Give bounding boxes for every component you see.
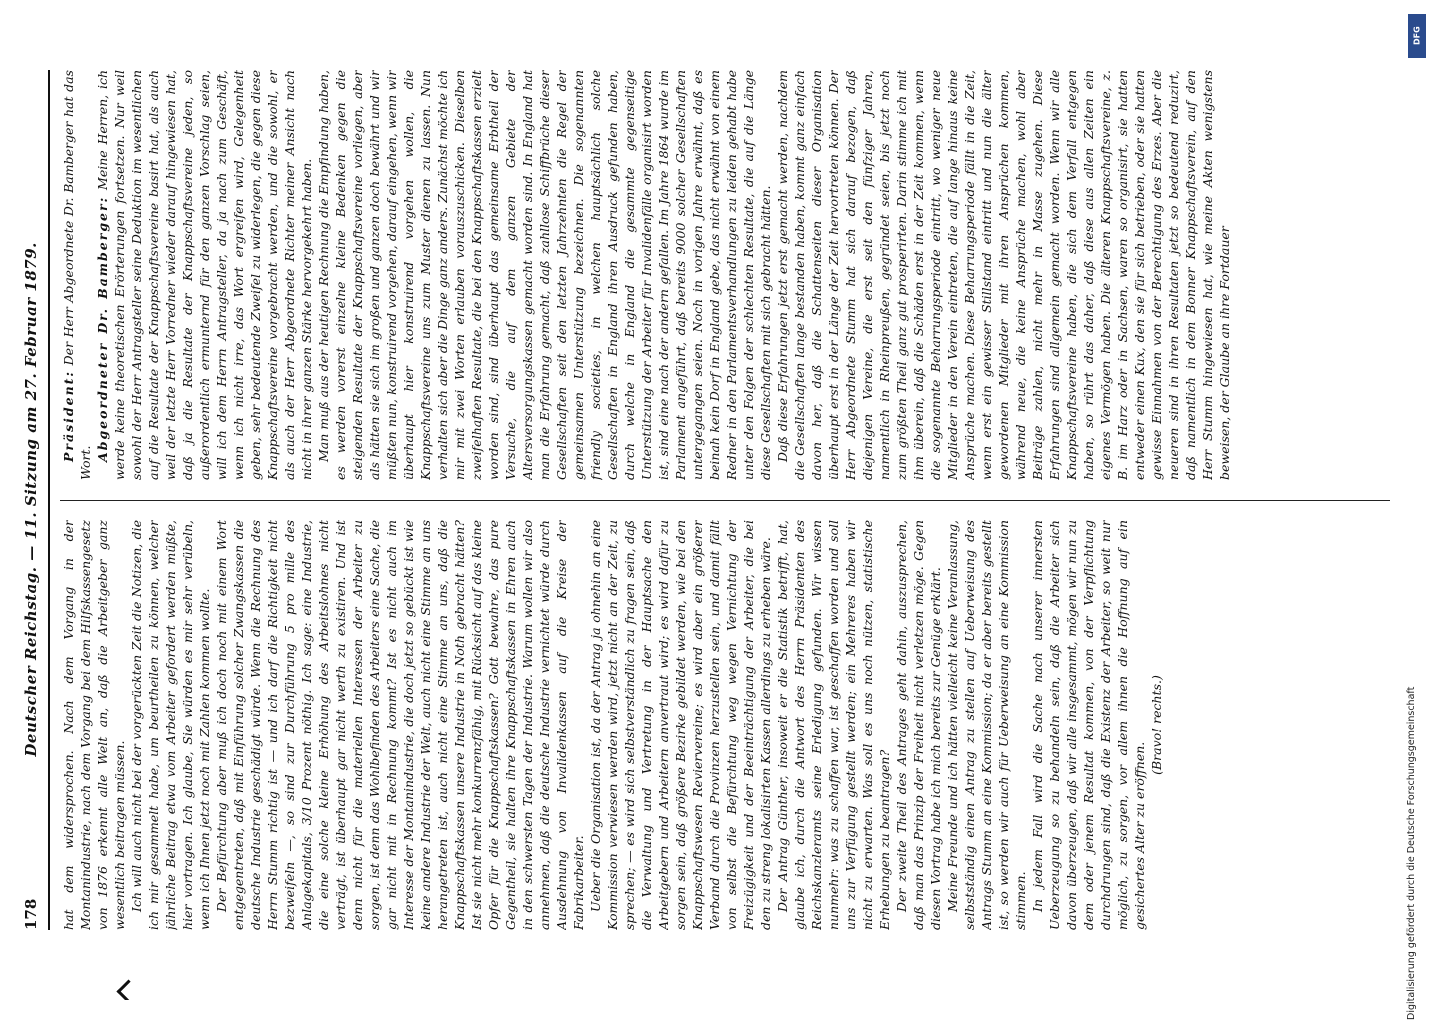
- speaker-label: Abgeordneter Dr. Bamberger:: [95, 195, 110, 462]
- left-paragraph: Der zweite Theil des Antrages geht dahin, auszusprechen, daß man das Prinzip der Freiheit nicht verletzen möge. Gegen diesen Vortrag habe ich mich bereits zur Genüge erklärt.: [894, 520, 943, 930]
- page-number: 178: [22, 898, 40, 930]
- president-text: Der Herr Abgeordnete Dr. Bamberger hat das Wort.: [61, 70, 93, 480]
- applause-note: (Bravo! rechts.): [1149, 675, 1164, 775]
- left-paragraph: Meine Freunde und ich hätten vielleicht keine Veranlassung, selbstständig einen Antrag zu stellen auf Ueberweisung des Antrags Stumm an eine Kommission; da er aber bereits gestellt ist, so werden wir auch für Ueberweisung an eine Kommission stimmen.: [945, 520, 1028, 930]
- president-label: Präsident:: [61, 369, 76, 462]
- left-paragraph: Ueber die Organisation ist, da der Antrag ja ohnehin an eine Kommission verwiesen werden wird, jetzt nicht an der Zeit, zu sprechen; — es wird sich selbstverständlich zu fragen sein, daß die Verwaltung und Vertretung in der Hauptsache den Arbeitgebern und Arbeitern anvertraut wird; es wird dafür zu sorgen sein, daß größere Bezirke gebildet werden, wie bei den Knappschaftswesen Reviervereine; es wird aber ein größerer Verband durch die Provinzen herzustellen sein, und damit fällt von selbst die Befürchtung weg wegen Vernichtung der Freizügigkeit und der Beeinträchtigung der Arbeiter, die bei den zu streng lokalisirten Kassen allerdings zu erheben wäre.: [588, 520, 773, 930]
- column-divider: [60, 500, 1390, 501]
- left-paragraph: Der Antrag Günther, insoweit er die Statistik betrifft, hat, glaube ich, durch die Antwort des Herrn Präsidenten des Reichskanzleramts seine Erledigung gefunden. Wir wissen nunmehr: was zu schaffen war, ist geschaffen worden und soll uns zur Verfügung gestellt werden; ein Mehreres haben wir nicht zu erwarten. Was soll es uns noch nützen, statistische Erhebungen zu beantragen?: [775, 520, 892, 930]
- left-column: [60, 520, 1390, 930]
- left-paragraph: hat dem widersprochen. Nach dem Vorgang in der Montanindustrie, nach dem Vorgang bei dem Hilfskassengesetz von 1876 erkennt alle Welt an, daß die Arbeitgeber ganz wesentlich beitragen müssen.: [61, 520, 127, 930]
- right-paragraph: Meine Herren, ich werde keine theoretischen Erörterungen fortsetzen. Nur weil sowohl der Herr Antragsteller seine Deduktion im wesentlichen auf die Resultate der Knappschaftsvereine basirt hat, als auch weil der letzte Herr Vorredner wieder darauf hingewiesen hat, daß ja die Resultate der Knappschaftsvereine jeden, so außerordentlich ermunternd für den ganzen Vorschlag seien, will ich dem Herrn Antragsteller, da ja nach zum Geschäft, wenn ich nicht irre, das Wort ergreifen wird, Gelegenheit geben, sehr bedeutende Zweifel zu widerlegen, die gegen diese Knappschaftsvereine vorgebracht werden, und die sowohl, er als auch der Herr Abgeordnete Richter meiner Ansicht nach nicht in ihrer ganzen Stärke hervorgekehrt haben.: [95, 70, 314, 480]
- left-paragraph: Der Befürchtung aber muß ich doch noch mit einem Wort entgegentreten, daß mit Einführung solcher Zwangskassen die deutsche Industrie geschädigt würde. Wenn die Rechnung des Herrn Stumm richtig ist — und ich darf die Richtigkeit nicht bezweifeln —, so sind zur Durchführung 5 pro mille des Anlagekapitals, 3/10 Prozent nöthig. Ich sage: eine Industrie, die eine solche kleine Erhöhung des Arbeitslohnes nicht verträgt, ist überhaupt gar nicht werth zu existiren. Und ist denn nicht für die materiellen Interessen der Arbeiter zu sorgen, ist denn das Wohlbefinden des Arbeiters eine Sache, die gar nicht mit in Rechnung kommt? Ist es nicht auch im Interesse der Montanindustrie, die doch jetzt so gebückt ist wie keine andere Industrie der Welt, auch nicht eine Stimme an uns herangetreten ist, auch nicht eine Stimme an uns, daß die Knappschaftskassen unsere Industrie in Noth gebracht hätten? Ist sie nicht mehr konkurrenzfähig, mit Rücksicht auf das kleine Opfer für die Knappschaftskassen? Gott bewahre, das pure Gegentheil, sie halten ihre Knappschaftskassen in Ehren auch in den schwersten Tagen der Industrie. Warum wollen wir also annehmen, daß die deutsche Industrie vernichtet würde durch Ausdehnung von Invalidenkassen auf die Kreise der Fabrikarbeiter.: [214, 520, 586, 930]
- page-title: Deutscher Reichstag. — 11. Sitzung am 27. Februar 1879.: [22, 242, 40, 757]
- scan-corner-mark: [116, 979, 140, 1000]
- right-paragraph: Daß diese Erfahrungen jetzt erst gemacht werden, nachdem die Gesellschaften lange bestanden haben, kommt ganz einfach davon her, daß die Schattenseiten dieser Organisation überhaupt erst in der Länge der Zeit hervortreten können. Der Herr Abgeordnete Stumm hat sich darauf bezogen, daß diejenigen Vereine, die erst seit den fünfziger Jahren, namentlich in Rheinpreußen, gegründet seien, bis jetzt noch zum größten Theil ganz gut prosperirten. Darin stimme ich mit ihm überein, daß die Schäden erst in der Zeit kommen, wenn die sogenannte Beharrungsperiode eintritt, wo weniger neue Mitglieder in den Verein eintreten, die auf lange hinaus keine Ansprüche machen. Diese Beharrungsperiode fällt in die Zeit, wenn erst ein gewisser Stillstand eintritt und nun die älter gewordenen Mitglieder mit ihren Ansprüchen kommen, während neue, die keine Ansprüche machen, wohl aber Beiträge zahlen, nicht mehr in Masse zugehen. Diese Erfahrungen sind allgemein gemacht worden. Wenn wir alle Knappschaftsvereine haben, die sich dem Verfall entgegen haben, so rührt das daher, daß diese aus allen Zeiten ein eigenes Vermögen haben. Die älteren Knappschaftsvereine, z. B. im Harz oder in Sachsen, waren so organisirt, sie hatten entweder einen Kux, den sie für sich betrieben, oder sie hatten gewisse Einnahmen von der Berechtigung des Erzes. Aber die neueren sind in ihren Resultaten jetzt so bedeutend reduzirt, daß namentlich in dem Bonner Knappschaftsverein, auf den Herr Stumm hingewiesen hat, wie meine Akten wenigstens beweisen, der Glaube an ihre Fortdauer: [775, 70, 1232, 480]
- digitization-credit: Digitalisierung gefördert durch die Deutsche Forschungsgemeinschaft: [1406, 686, 1417, 1020]
- left-paragraph: In jedem Fall wird die Sache nach unserer innersten Ueberzeugung so zu behandeln sein, daß die Arbeiter sich davon überzeugen, daß wir alle insgesammt, mögen wir nun zu dem oder jenem Resultat kommen, von der Verpflichtung durchdrungen sind, daß die Existenz der Arbeiter, so weit nur möglich, zu sorgen, vor allem ihnen die Hoffnung auf ein gesichertes Alter zu eröffnen.: [1030, 520, 1147, 930]
- page-header: [14, 70, 50, 930]
- right-paragraph: Man muß aus der heutigen Rechnung die Empfindung haben, es werden vorerst einzelne kleine Bedenken gegen die steigenden Resultate der Knappschaftsvereine vorliegen, aber als hätten sie sich im großen und ganzen doch bewährt und wir müßten nun, konstruirend vorgehen, darauf eingehen, wenn wir überhaupt hier konstruirend vorgehen wollen, die Knappschaftsvereine uns zum Muster dienen zu lassen. Nun verhalten sich aber die Dinge ganz anders. Zunächst möchte ich mir mit zwei Worten erlauben vorauszuschicken. Dieselben zweifelhaften Resultate, die bei den Knappschaftskassen erzielt worden sind, sind überhaupt das gemeinsame Erbtheil der Versuche, die auf dem ganzen Gebiete der Altersversorgungskassen gemacht worden sind. In England hat man die Erfahrung gemacht, daß zahllose Schiffbrüche dieser Gesellschaften seit den letzten Jahrzehnten die Regel der gemeinsamen Unterstützung bezeichnen. Die sogenannten friendly societies, in welchen hauptsächlich solche Gesellschaften in England ihren Ausdruck gefunden haben, durch welche in England die gesammte gegenseitige Unterstützung der Arbeiter für Invalidenfälle organisirt worden ist, sind eine nach der andern gefallen. Im Jahre 1864 wurde im Parlament angeführt, daß bereits 9000 solcher Gesellschaften untergegangen seien. Noch in vorigen Jahre erwähnt, daß es beinah kein Dorf in England gebe, das nicht erwähnt von einem Redner in den Parlamentsverhandlungen zu leiden gehabt habe unter den Folgen der schlechten Resultate, die auf die Länge diese Gesellschaften mit sich gebracht hätten.: [316, 70, 773, 480]
- right-column: [60, 70, 1390, 480]
- dfg-logo: DFG: [1408, 14, 1426, 58]
- left-paragraph: Ich will auch nicht bei der vorgerückten Zeit die Notizen, die ich mir gesammelt habe, um beurtheilen zu können, welcher jährliche Beitrag etwa vom Arbeiter gefordert werden müßte, hier vortragen. Ich glaube, Sie würden es mir sehr verübeln, wenn ich Ihnen jetzt noch mit Zahlen kommen wollte.: [129, 520, 212, 930]
